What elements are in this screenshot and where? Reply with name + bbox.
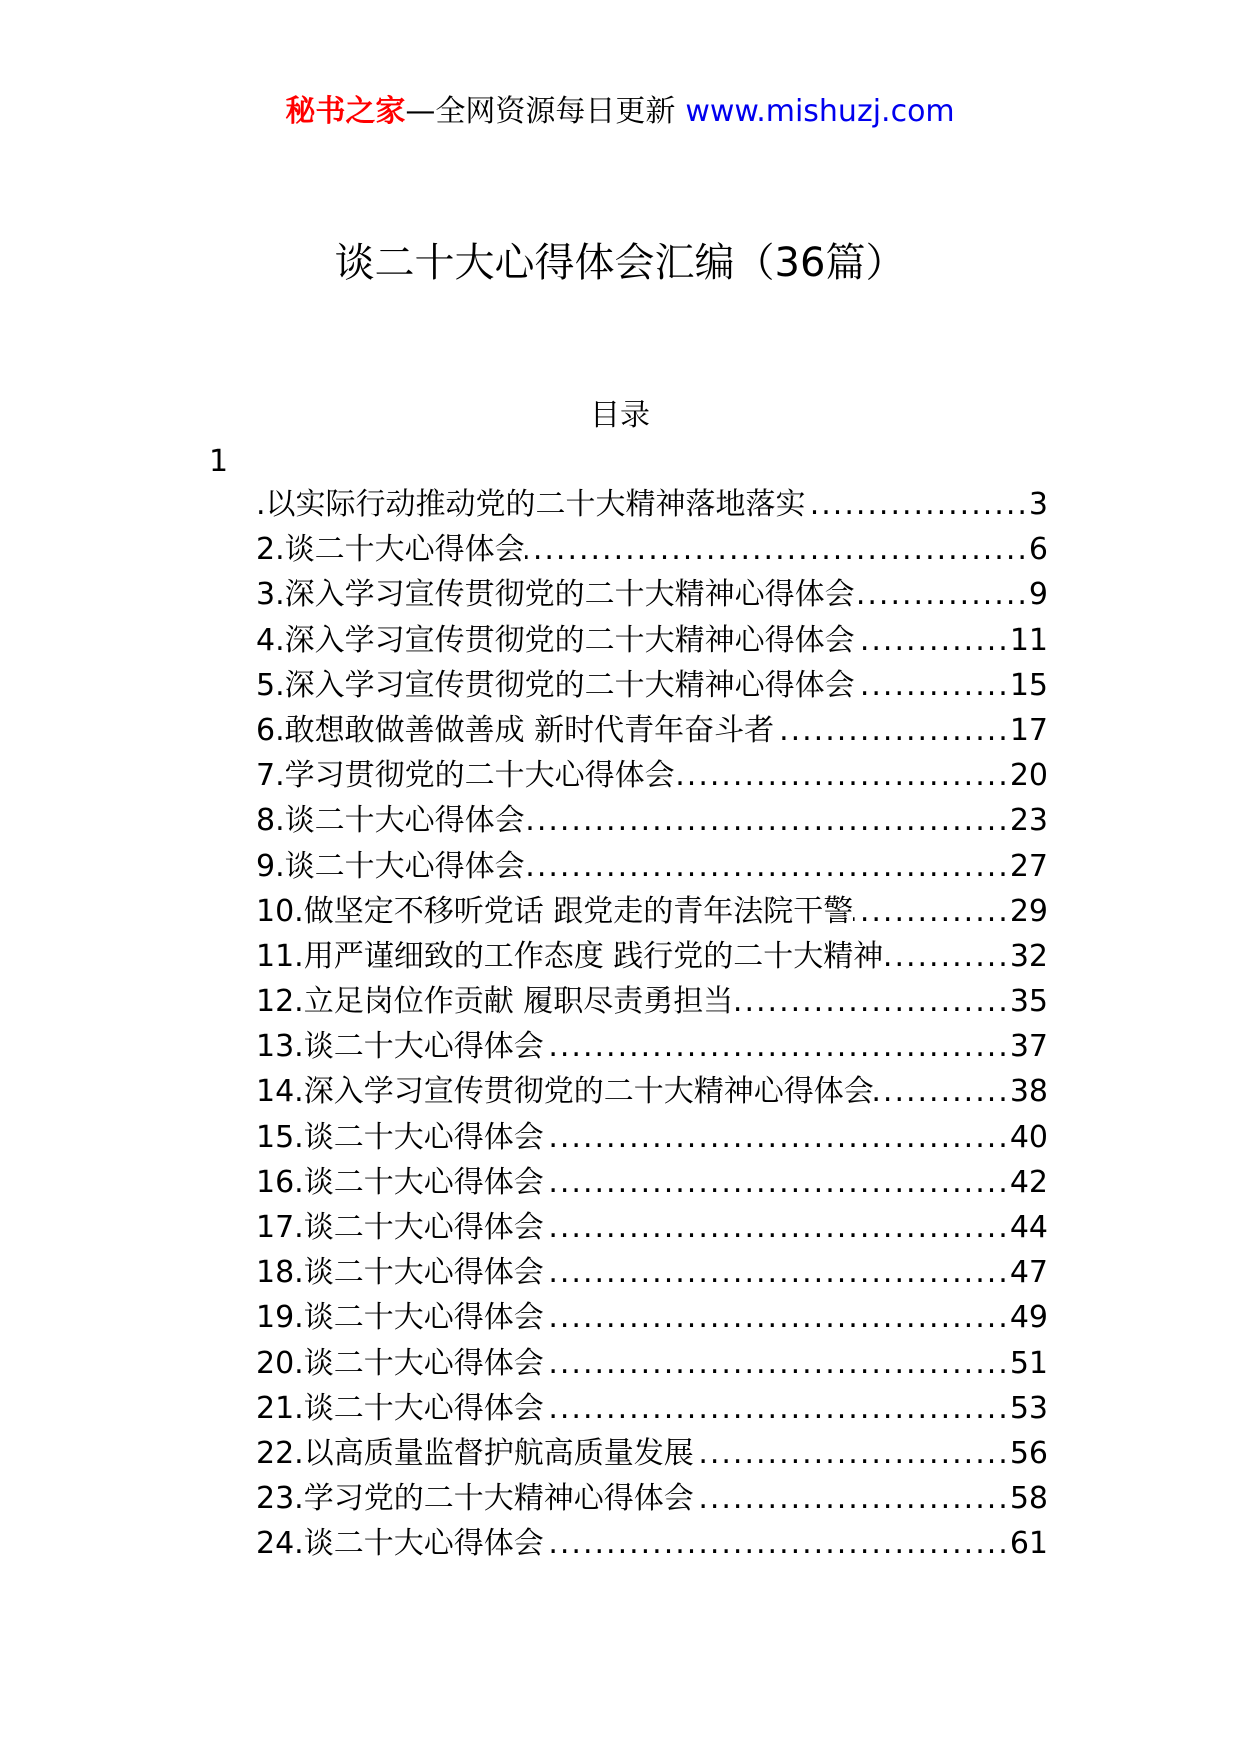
toc-entry-title: 6.敢想敢做善做善成 新时代青年奋斗者 (256, 712, 775, 748)
toc-entry-title: 2.谈二十大心得体会 (256, 532, 525, 568)
toc-entry[interactable] (256, 847, 1048, 892)
toc-dot-leader (544, 1524, 1010, 1564)
toc-entry-title: 8.谈二十大心得体会 (256, 803, 525, 839)
toc-entry[interactable] (256, 1434, 1048, 1479)
toc-entry[interactable] (256, 756, 1048, 801)
toc-entry-page: 42 (1009, 1164, 1048, 1200)
toc-entry[interactable] (256, 1208, 1048, 1253)
toc-entry[interactable] (256, 892, 1048, 937)
toc-entry-page: 11 (1009, 622, 1048, 658)
toc-dot-leader (733, 982, 1010, 1022)
toc-dot-leader (525, 530, 1029, 570)
toc-entry-title: 5.深入学习宣传贯彻党的二十大精神心得体会 (256, 667, 855, 703)
toc-dot-leader (806, 485, 1029, 525)
toc-entry-page: 56 (1009, 1435, 1048, 1471)
toc-entry-title: 19.谈二十大心得体会 (256, 1300, 544, 1336)
header-tagline: —全网资源每日更新 (405, 94, 676, 129)
toc-entry-page: 44 (1009, 1210, 1048, 1245)
toc-entry[interactable] (256, 937, 1048, 982)
site-url-link[interactable]: www.mishuzj.com (685, 94, 955, 129)
toc-entry-page: 47 (1009, 1255, 1048, 1291)
toc-dot-leader (855, 666, 1010, 706)
toc-entry[interactable] (256, 801, 1048, 846)
toc-entry-title: 7.学习贯彻党的二十大心得体会 (256, 758, 675, 794)
toc-dot-leader (694, 1434, 1010, 1474)
toc-entry[interactable] (256, 485, 1048, 530)
toc-entry-title: 23.学习党的二十大精神心得体会 (256, 1481, 694, 1517)
brand-name: 秘书之家 (285, 94, 406, 129)
toc-entry-title: 20.谈二十大心得体会 (256, 1345, 544, 1381)
toc-entry-title: 13.谈二十大心得体会 (256, 1029, 544, 1065)
toc-entry-title: 4.深入学习宣传贯彻党的二十大精神心得体会 (256, 622, 855, 658)
toc-entry[interactable] (256, 1298, 1048, 1343)
toc-entry-page: 61 (1009, 1526, 1048, 1562)
toc-entry-page: 27 (1009, 848, 1048, 884)
toc-dot-leader (544, 1118, 1010, 1158)
document-title: 谈二十大心得体会汇编（36篇） (334, 240, 906, 286)
toc-entry-page: 3 (1028, 487, 1048, 522)
toc-entry-page: 38 (1009, 1074, 1048, 1110)
toc-entry-page: 17 (1009, 712, 1048, 748)
toc-entry[interactable] (256, 982, 1048, 1027)
toc-entry[interactable] (256, 1072, 1048, 1117)
toc-entry-title: 11.用严谨细致的工作态度 践行党的二十大精神 (256, 938, 884, 974)
toc-entry-page: 49 (1009, 1300, 1048, 1336)
toc-entry-title: 12.立足岗位作贡献 履职尽责勇担当 (256, 984, 734, 1020)
toc-entry-title: 21.谈二十大心得体会 (256, 1390, 544, 1426)
toc-entry-page: 58 (1009, 1481, 1048, 1517)
toc-entry[interactable] (256, 1344, 1048, 1389)
toc-entry[interactable] (256, 530, 1048, 575)
toc-entry-title: 3.深入学习宣传贯彻党的二十大精神心得体会 (256, 577, 855, 613)
toc-entry-page: 35 (1009, 984, 1048, 1020)
toc-dot-leader (694, 1479, 1010, 1519)
toc-entry-page: 15 (1009, 667, 1048, 703)
toc-dot-leader (544, 1163, 1010, 1203)
toc-entry-page: 40 (1009, 1119, 1048, 1155)
toc-entry[interactable] (256, 1118, 1048, 1163)
toc-entry-title: 14.深入学习宣传贯彻党的二十大精神心得体会 (256, 1074, 874, 1110)
toc-dot-leader (855, 621, 1010, 661)
toc-entry[interactable] (256, 1479, 1048, 1524)
toc-entry-page: 9 (1028, 577, 1048, 613)
toc-entry-page: 29 (1009, 893, 1048, 929)
toc-entry-page: 23 (1009, 803, 1048, 839)
toc-dot-leader (544, 1253, 1010, 1293)
toc-entry-page: 6 (1028, 532, 1048, 568)
toc-dot-leader (853, 892, 1010, 932)
toc-entry[interactable] (256, 1524, 1048, 1569)
toc-entry-title: 16.谈二十大心得体会 (256, 1164, 544, 1200)
toc-entry-page: 37 (1009, 1029, 1048, 1065)
toc-dot-leader (883, 937, 1010, 977)
toc-dot-leader (774, 711, 1010, 751)
toc-dot-leader (544, 1027, 1010, 1067)
toc-entry-page: 51 (1009, 1345, 1048, 1381)
toc-entry-title: 18.谈二十大心得体会 (256, 1255, 544, 1291)
toc-entry[interactable] (256, 711, 1048, 756)
toc-entry[interactable] (256, 1389, 1048, 1434)
toc-entry[interactable] (256, 666, 1048, 711)
toc-entry[interactable] (256, 1253, 1048, 1298)
toc-dot-leader (544, 1344, 1010, 1384)
toc-entry[interactable] (256, 1163, 1048, 1208)
toc-heading: 目录 (590, 398, 650, 433)
toc-entry[interactable] (256, 575, 1048, 620)
toc-entry-page: 32 (1009, 938, 1048, 974)
toc-entry-title: 22.以高质量监督护航高质量发展 (256, 1435, 694, 1471)
toc-dot-leader (525, 847, 1010, 887)
toc-entry-title: 9.谈二十大心得体会 (256, 848, 525, 884)
toc-entry[interactable] (256, 621, 1048, 666)
toc-entry-page: 53 (1009, 1390, 1048, 1426)
toc-entry-title: 17.谈二十大心得体会 (256, 1210, 544, 1245)
toc-dot-leader (544, 1208, 1010, 1248)
page-header (0, 92, 1240, 132)
toc-dot-leader (874, 1072, 1010, 1112)
toc-dot-leader (855, 575, 1029, 615)
toc-dot-leader (544, 1298, 1010, 1338)
toc-entry-page: 20 (1009, 758, 1048, 794)
toc-entry-title: 24.谈二十大心得体会 (256, 1526, 544, 1562)
toc-list (256, 485, 1048, 1570)
toc-entry-title: 10.做坚定不移听党话 跟党走的青年法院干警 (256, 893, 854, 929)
toc-dot-leader (544, 1389, 1010, 1429)
toc-entry-title: 15.谈二十大心得体会 (256, 1119, 544, 1155)
toc-dot-leader (675, 756, 1010, 796)
toc-entry-title: .以实际行动推动党的二十大精神落地落实 (256, 487, 806, 522)
toc-entry[interactable] (256, 1027, 1048, 1072)
toc-dot-leader (525, 801, 1010, 841)
toc-top-number: 1 (209, 444, 229, 479)
